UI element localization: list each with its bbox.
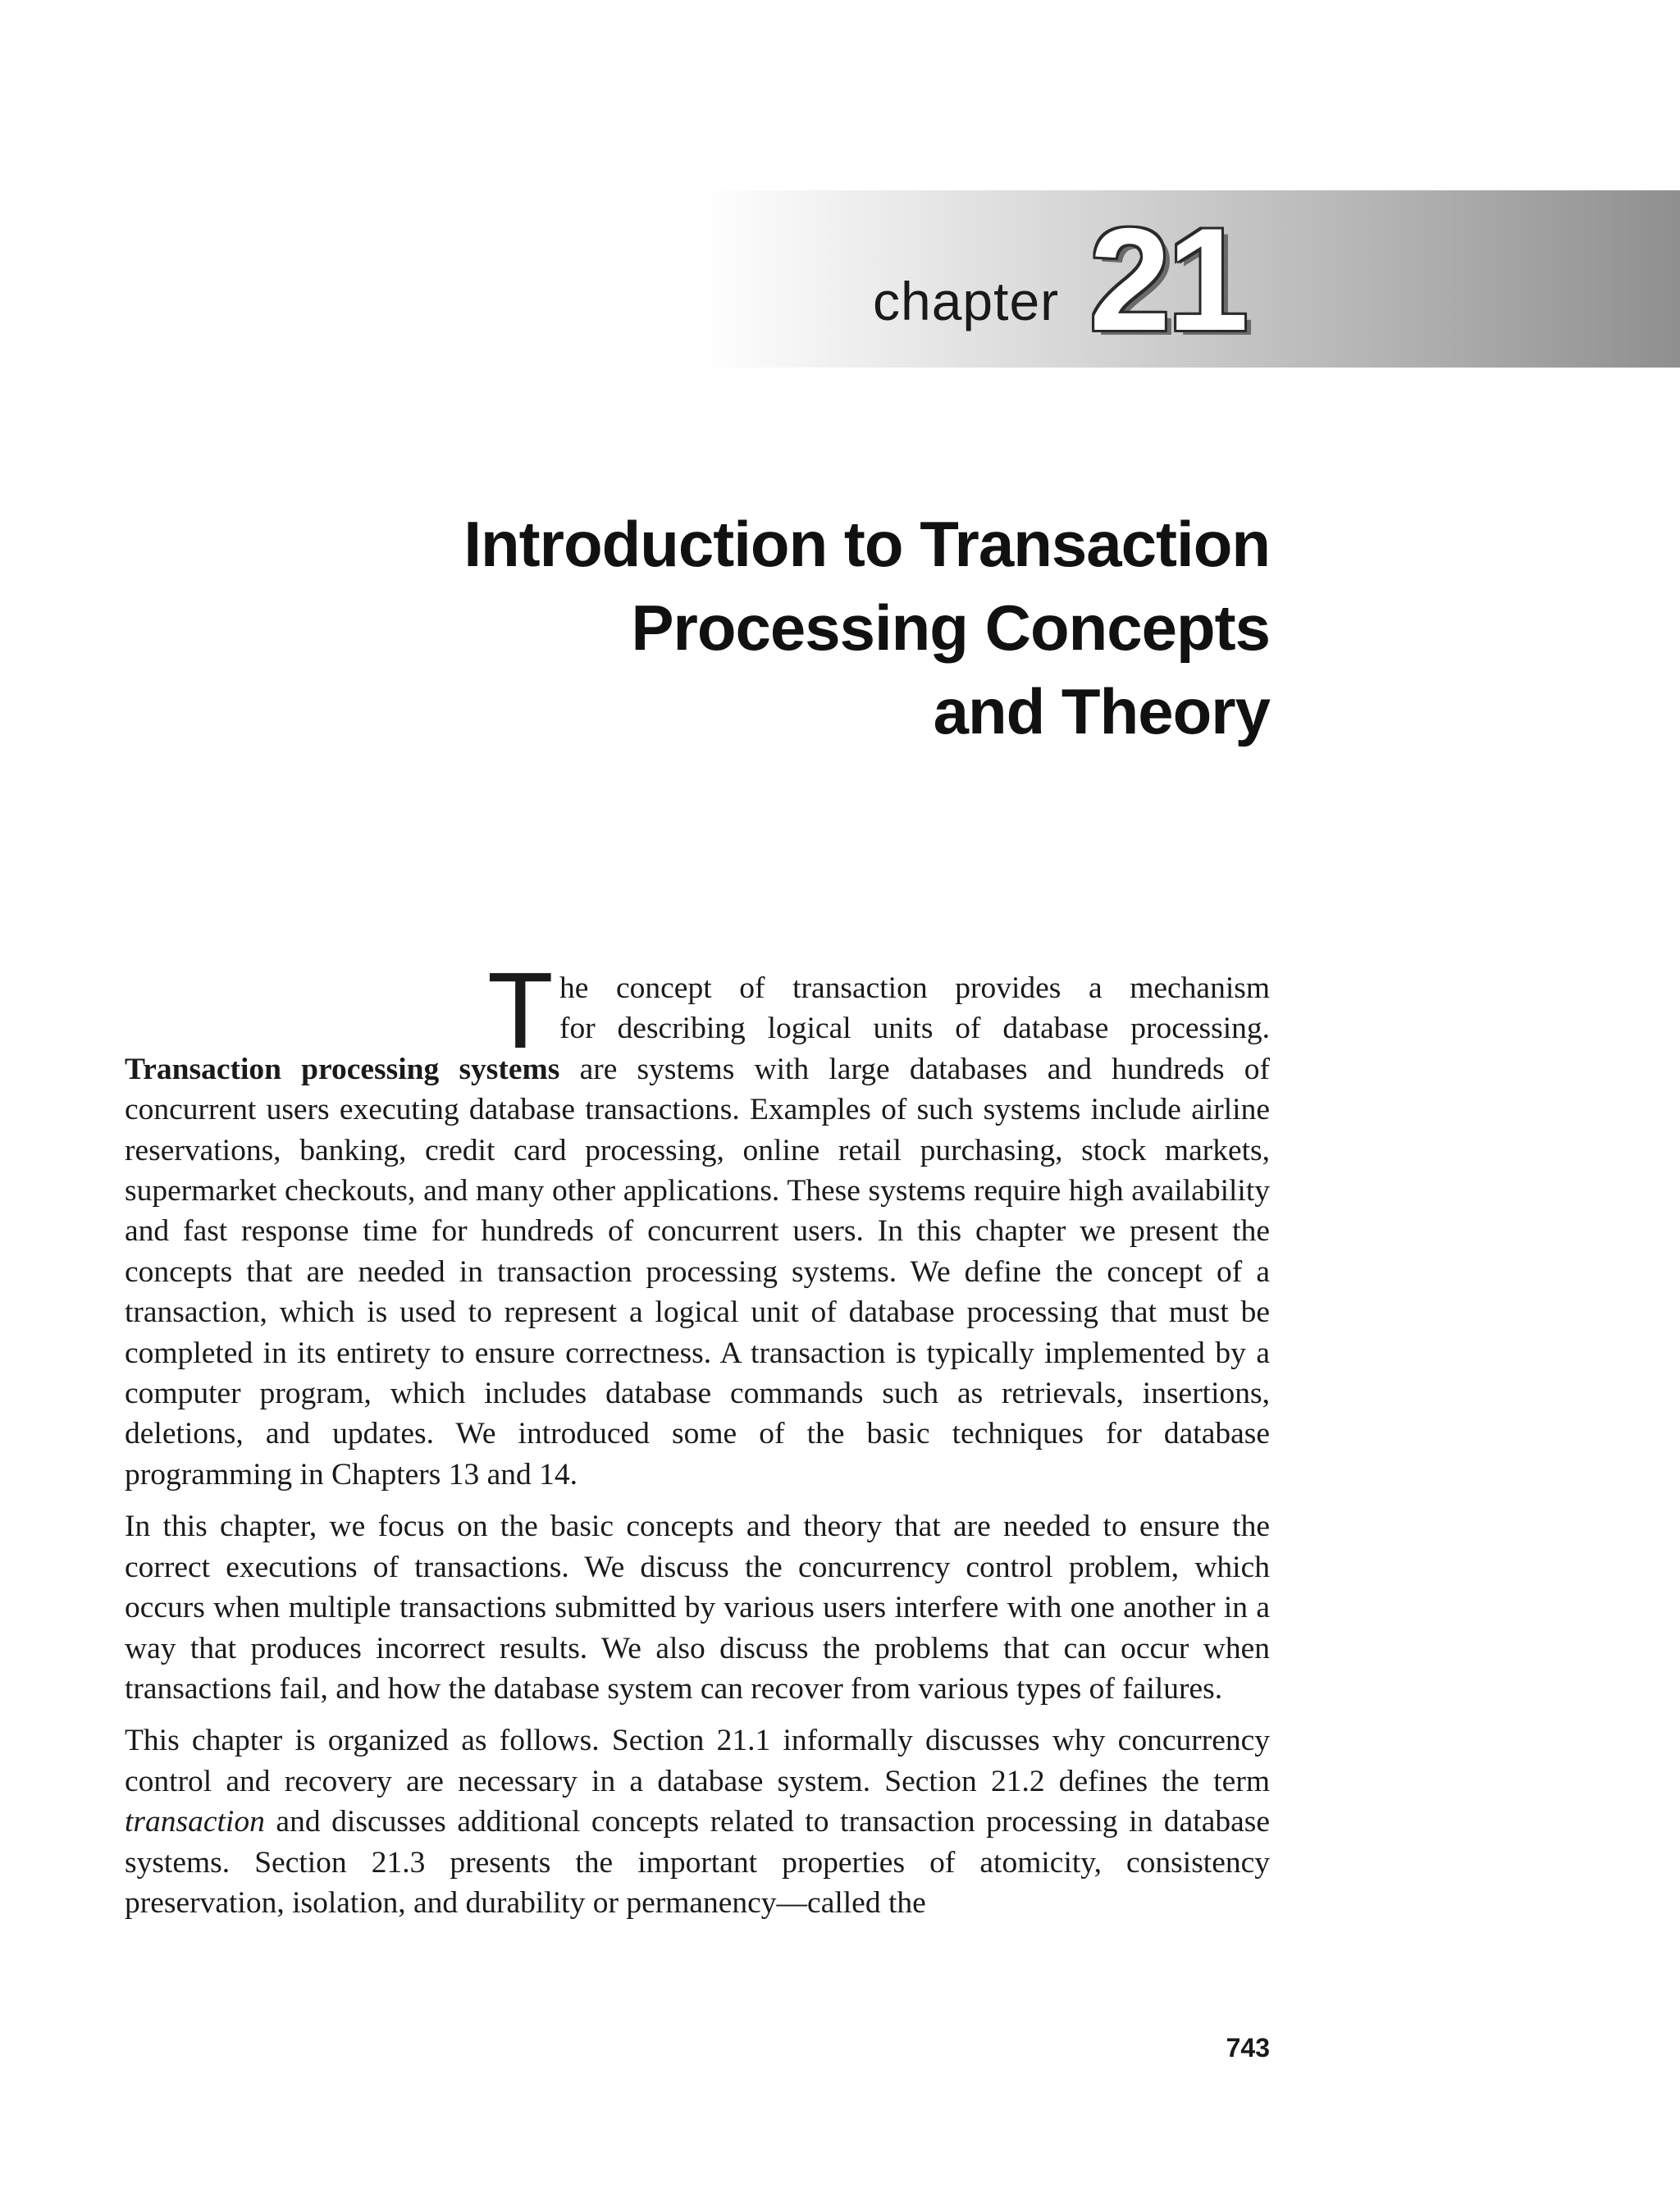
page-number: 743: [1226, 2033, 1270, 2063]
chapter-title-line-3: and Theory: [933, 675, 1270, 747]
drop-cap: T: [487, 950, 554, 1071]
chapter-title: [285, 502, 1270, 753]
paragraph-3: [125, 1720, 1270, 1923]
key-term: Transaction processing systems: [125, 1052, 560, 1086]
paragraph-1-text: are systems with large databases and hundreds of concurrent users executing database transactions. Examples of such systems include airline reservations, banking, credit card processing, online retail purchasing, stock markets, supermarket checkouts, and many other applications. These systems require high availability and fast response time for hundreds of concurrent users. In this chapter we present the concepts that are needed in transaction processing systems. We define the concept of a transaction, which is used to represent a logical unit of database processing that must be completed in its entirety to ensure correctness. A transaction is typically implemented by a computer program, which includes database commands such as retrievals, insertions, deletions, and updates. We introduced some of the basic techniques for database programming in Chapters 13 and 14.: [125, 1052, 1270, 1492]
paragraph-3-text-b: and discusses additional concepts related to transaction processing in database systems. Section 21.3 presents the important properties of atomicity, consistency preservation, isolation, and durability or permanency—called the: [125, 1805, 1270, 1920]
paragraph-3-text-a: This chapter is organized as follows. Section 21.1 informally discusses why concurrency control and recovery are necessary in a database system. Section 21.2 defines the term: [125, 1724, 1270, 1798]
paragraph-1: [125, 950, 1270, 1495]
chapter-title-line-2: Processing Concepts: [631, 592, 1270, 664]
lead-line-2: for describing logical units of database processing.: [559, 1012, 1270, 1046]
chapter-label: chapter: [873, 271, 1060, 331]
paragraph-2: In this chapter, we focus on the basic concepts and theory that are needed to ensure the correct executions of transactions. We discuss the concurrency control problem, which occurs when multiple transactions submitted by various users interfere with one another in a way that produces incorrect results. We also discuss the problems that can occur when transactions fail, and how the database system can recover from various types of failures.: [125, 1510, 1270, 1706]
emphasis-term: transaction: [125, 1805, 265, 1839]
chapter-number: 21: [1089, 198, 1245, 361]
lead-line-1: he concept of transaction provides a mechanism: [559, 971, 1270, 1005]
body-text: [125, 950, 1270, 1935]
chapter-title-line-1: Introduction to Transaction: [463, 508, 1270, 580]
